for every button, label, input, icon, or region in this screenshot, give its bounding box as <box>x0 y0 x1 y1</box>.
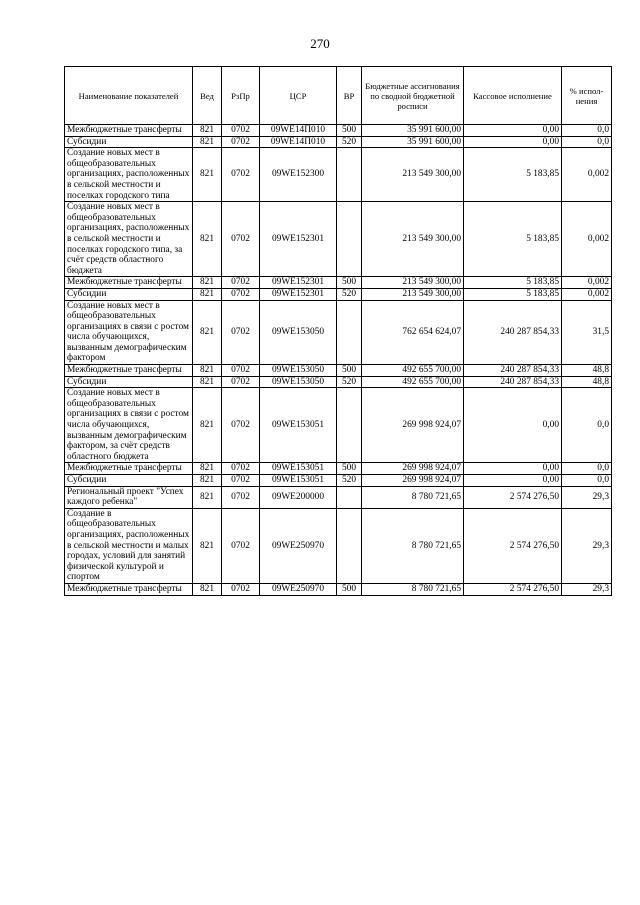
cell-budget: 492 655 700,00 <box>362 365 464 377</box>
cell-ved: 821 <box>193 136 222 148</box>
cell-ved: 821 <box>193 475 222 487</box>
cell-rzpr: 0702 <box>222 300 260 365</box>
cell-budget: 762 654 624,07 <box>362 300 464 365</box>
cell-vr <box>337 300 362 365</box>
cell-ved: 821 <box>193 508 222 583</box>
cell-pct: 29,3 <box>562 583 612 595</box>
cell-vr: 500 <box>337 277 362 289</box>
cell-pct: 0,002 <box>562 148 612 202</box>
cell-ved: 821 <box>193 288 222 300</box>
cell-budget: 213 549 300,00 <box>362 288 464 300</box>
cell-name: Региональный проект "Успех каждого ребенка" <box>65 486 193 508</box>
cell-name: Межбюджетные трансферты <box>65 365 193 377</box>
cell-cash: 240 287 854,33 <box>464 300 562 365</box>
cell-name: Создание в общеобразовательных организациях, расположенных в сельской местности и малых городах, условий для занятий физической культурой и спортом <box>65 508 193 583</box>
cell-vr <box>337 508 362 583</box>
table-row <box>65 136 612 148</box>
cell-ved: 821 <box>193 300 222 365</box>
cell-vr <box>337 202 362 277</box>
cell-rzpr: 0702 <box>222 277 260 289</box>
cell-name: Субсидии <box>65 136 193 148</box>
cell-cash: 5 183,85 <box>464 277 562 289</box>
cell-csr: 09WE153051 <box>260 388 337 463</box>
table-row <box>65 202 612 277</box>
cell-budget: 213 549 300,00 <box>362 202 464 277</box>
cell-pct: 0,0 <box>562 463 612 475</box>
cell-rzpr: 0702 <box>222 475 260 487</box>
cell-budget: 8 780 721,65 <box>362 583 464 595</box>
cell-cash: 2 574 276,50 <box>464 508 562 583</box>
cell-cash: 0,00 <box>464 136 562 148</box>
cell-name: Создание новых мест в общеобразовательных организациях, расположенных в сельской местности и поселках городского типа, за счёт средств областного бюджета <box>65 202 193 277</box>
cell-rzpr: 0702 <box>222 202 260 277</box>
table-row <box>65 376 612 388</box>
table-row <box>65 486 612 508</box>
cell-rzpr: 0702 <box>222 508 260 583</box>
cell-pct: 0,002 <box>562 277 612 289</box>
cell-csr: 09WE152301 <box>260 277 337 289</box>
cell-pct: 0,0 <box>562 125 612 137</box>
budget-table <box>64 66 612 596</box>
cell-budget: 213 549 300,00 <box>362 148 464 202</box>
cell-vr: 500 <box>337 365 362 377</box>
cell-budget: 35 991 600,00 <box>362 136 464 148</box>
cell-name: Субсидии <box>65 475 193 487</box>
cell-cash: 5 183,85 <box>464 202 562 277</box>
table-row <box>65 508 612 583</box>
cell-budget: 269 998 924,07 <box>362 388 464 463</box>
cell-pct: 48,8 <box>562 376 612 388</box>
cell-vr: 520 <box>337 475 362 487</box>
cell-name: Межбюджетные трансферты <box>65 125 193 137</box>
cell-name: Субсидии <box>65 288 193 300</box>
cell-ved: 821 <box>193 583 222 595</box>
cell-rzpr: 0702 <box>222 486 260 508</box>
table-header-row <box>65 67 612 125</box>
cell-budget: 8 780 721,65 <box>362 508 464 583</box>
cell-vr: 520 <box>337 288 362 300</box>
header-vr: ВР <box>337 67 362 125</box>
cell-csr: 09WE14П010 <box>260 125 337 137</box>
cell-cash: 2 574 276,50 <box>464 486 562 508</box>
cell-vr: 520 <box>337 136 362 148</box>
cell-name: Межбюджетные трансферты <box>65 583 193 595</box>
header-csr: ЦСР <box>260 67 337 125</box>
cell-csr: 09WE152300 <box>260 148 337 202</box>
cell-cash: 240 287 854,33 <box>464 376 562 388</box>
cell-vr <box>337 486 362 508</box>
cell-rzpr: 0702 <box>222 365 260 377</box>
cell-budget: 269 998 924,07 <box>362 463 464 475</box>
header-pct: % испол-нения <box>562 67 612 125</box>
table-row <box>65 475 612 487</box>
cell-ved: 821 <box>193 388 222 463</box>
cell-cash: 2 574 276,50 <box>464 583 562 595</box>
cell-rzpr: 0702 <box>222 583 260 595</box>
page-number: 270 <box>310 36 330 51</box>
cell-csr: 09WE153050 <box>260 300 337 365</box>
cell-ved: 821 <box>193 148 222 202</box>
cell-cash: 5 183,85 <box>464 288 562 300</box>
cell-ved: 821 <box>193 277 222 289</box>
header-rzpr: РзПр <box>222 67 260 125</box>
cell-cash: 0,00 <box>464 125 562 137</box>
cell-name: Создание новых мест в общеобразовательных организациях, расположенных в сельской местности и поселках городского типа <box>65 148 193 202</box>
cell-ved: 821 <box>193 365 222 377</box>
cell-name: Межбюджетные трансферты <box>65 463 193 475</box>
cell-cash: 0,00 <box>464 475 562 487</box>
cell-vr: 500 <box>337 463 362 475</box>
cell-rzpr: 0702 <box>222 288 260 300</box>
cell-rzpr: 0702 <box>222 136 260 148</box>
cell-csr: 09WE152301 <box>260 288 337 300</box>
cell-name: Создание новых мест в общеобразовательных организациях в связи с ростом числа обучающихся, вызванным демографическим фактором <box>65 300 193 365</box>
cell-name: Создание новых мест в общеобразовательных организациях в связи с ростом числа обучающихся, вызванным демографическим фактором, за счёт средств областного бюджета <box>65 388 193 463</box>
cell-csr: 09WE153051 <box>260 475 337 487</box>
cell-csr: 09WE14П010 <box>260 136 337 148</box>
cell-csr: 09WE200000 <box>260 486 337 508</box>
cell-budget: 35 991 600,00 <box>362 125 464 137</box>
cell-csr: 09WE153050 <box>260 365 337 377</box>
cell-ved: 821 <box>193 486 222 508</box>
table-row <box>65 388 612 463</box>
cell-csr: 09WE153051 <box>260 463 337 475</box>
cell-cash: 0,00 <box>464 463 562 475</box>
cell-rzpr: 0702 <box>222 376 260 388</box>
table-row <box>65 288 612 300</box>
cell-pct: 0,0 <box>562 388 612 463</box>
table-row <box>65 583 612 595</box>
cell-vr <box>337 388 362 463</box>
cell-vr <box>337 148 362 202</box>
cell-csr: 09WE152301 <box>260 202 337 277</box>
table-row <box>65 125 612 137</box>
cell-ved: 821 <box>193 463 222 475</box>
cell-budget: 8 780 721,65 <box>362 486 464 508</box>
cell-budget: 269 998 924,07 <box>362 475 464 487</box>
cell-rzpr: 0702 <box>222 125 260 137</box>
cell-name: Межбюджетные трансферты <box>65 277 193 289</box>
header-budget: Бюджетные ассигнования по сводной бюджетной росписи <box>362 67 464 125</box>
cell-cash: 0,00 <box>464 388 562 463</box>
cell-cash: 240 287 854,33 <box>464 365 562 377</box>
cell-rzpr: 0702 <box>222 463 260 475</box>
cell-csr: 09WE250970 <box>260 508 337 583</box>
header-cash: Кассовое исполнение <box>464 67 562 125</box>
cell-name: Субсидии <box>65 376 193 388</box>
cell-cash: 5 183,85 <box>464 148 562 202</box>
cell-pct: 29,3 <box>562 508 612 583</box>
cell-pct: 0,002 <box>562 288 612 300</box>
cell-pct: 31,5 <box>562 300 612 365</box>
table-row <box>65 463 612 475</box>
cell-pct: 48,8 <box>562 365 612 377</box>
header-ved: Вед <box>193 67 222 125</box>
cell-pct: 0,0 <box>562 136 612 148</box>
cell-csr: 09WE153050 <box>260 376 337 388</box>
table-row <box>65 148 612 202</box>
cell-vr: 500 <box>337 583 362 595</box>
cell-pct: 0,0 <box>562 475 612 487</box>
cell-csr: 09WE250970 <box>260 583 337 595</box>
table-row <box>65 300 612 365</box>
cell-budget: 492 655 700,00 <box>362 376 464 388</box>
cell-rzpr: 0702 <box>222 148 260 202</box>
cell-budget: 213 549 300,00 <box>362 277 464 289</box>
cell-vr: 520 <box>337 376 362 388</box>
header-name: Наименование показателей <box>65 67 193 125</box>
table-row <box>65 277 612 289</box>
cell-pct: 29,3 <box>562 486 612 508</box>
cell-vr: 500 <box>337 125 362 137</box>
cell-ved: 821 <box>193 376 222 388</box>
table-body <box>65 125 612 596</box>
cell-rzpr: 0702 <box>222 388 260 463</box>
cell-ved: 821 <box>193 125 222 137</box>
cell-pct: 0,002 <box>562 202 612 277</box>
cell-ved: 821 <box>193 202 222 277</box>
table-row <box>65 365 612 377</box>
